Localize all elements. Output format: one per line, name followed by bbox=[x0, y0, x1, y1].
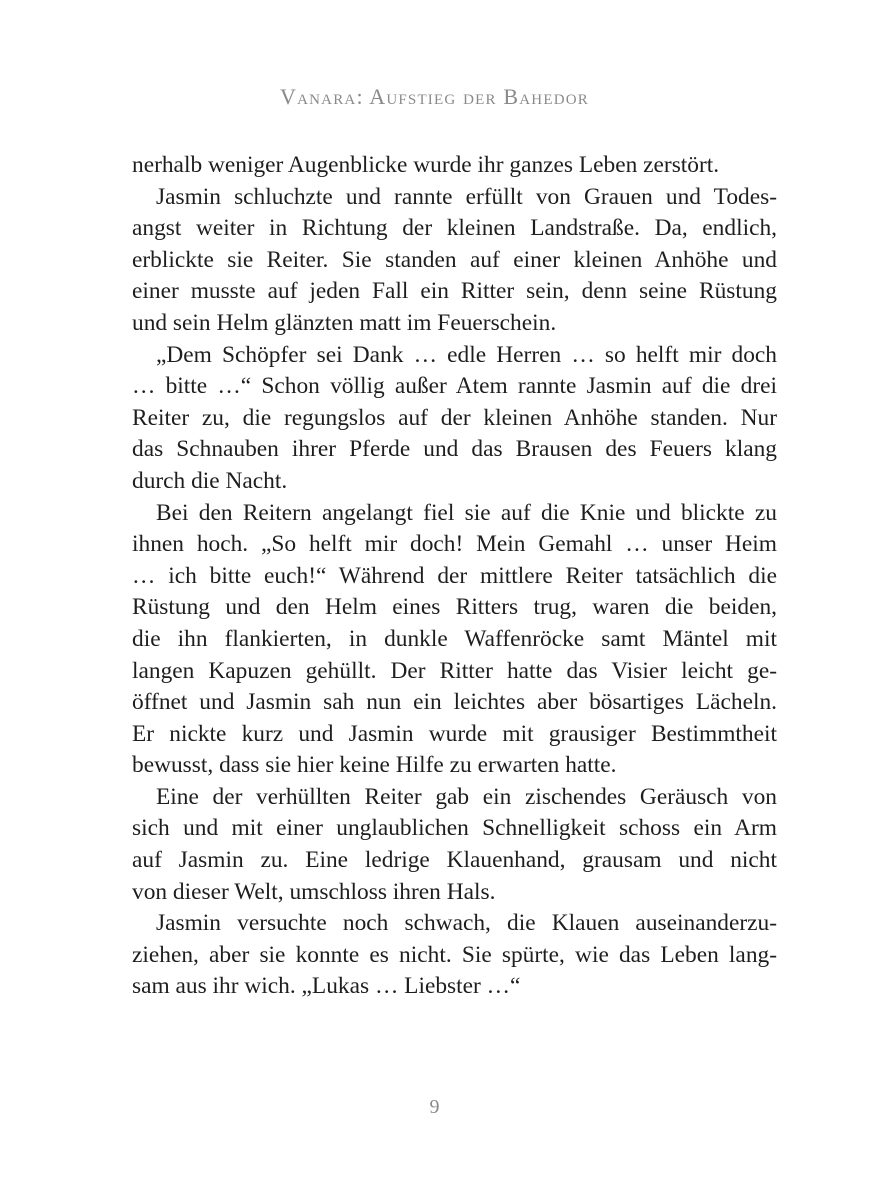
text-line: Bei den Reitern angelangt fiel sie auf die Knie und blickte zu bbox=[156, 499, 777, 526]
text-line: auf Jasmin zu. Eine ledrige Klauenhand, grausam und nicht bbox=[132, 847, 777, 874]
text-line: Jasmin versuchte noch schwach, die Klauen auseinanderzu- bbox=[156, 910, 777, 937]
paragraph bbox=[132, 182, 777, 340]
text-line: langen Kapuzen gehüllt. Der Ritter hatte das Visier leicht ge- bbox=[132, 657, 777, 684]
text-line: bewusst, dass sie hier keine Hilfe zu erwarten hatte. bbox=[132, 752, 617, 779]
text-line: … bitte …“ Schon völlig außer Atem rannte Jasmin auf die drei bbox=[132, 373, 777, 400]
text-line: durch die Nacht. bbox=[132, 467, 288, 494]
text-line: erblickte sie Reiter. Sie standen auf einer kleinen Anhöhe und bbox=[132, 246, 777, 273]
text-line: Rüstung und den Helm eines Ritters trug, waren die beiden, bbox=[132, 594, 777, 621]
paragraph bbox=[132, 340, 777, 498]
text-line: öffnet und Jasmin sah nun ein leichtes aber bösartiges Lächeln. bbox=[132, 689, 777, 716]
paragraph bbox=[132, 150, 777, 182]
body-text bbox=[132, 150, 777, 1003]
text-line: das Schnauben ihrer Pferde und das Brausen des Feuers klang bbox=[132, 436, 777, 463]
text-line: Jasmin schluchzte und rannte erfüllt von Grauen und Todes- bbox=[156, 183, 777, 210]
text-line: Reiter zu, die regungslos auf der kleinen Anhöhe standen. Nur bbox=[132, 404, 777, 431]
text-line: „Dem Schöpfer sei Dank … edle Herren … so helft mir doch bbox=[156, 341, 777, 368]
text-line: die ihn flankierten, in dunkle Waffenröcke samt Mäntel mit bbox=[132, 625, 777, 652]
text-line: sich und mit einer unglaublichen Schnelligkeit schoss ein Arm bbox=[132, 815, 777, 842]
text-line: einer musste auf jeden Fall ein Ritter sein, denn seine Rüstung bbox=[132, 278, 777, 305]
paragraph bbox=[132, 908, 777, 1003]
text-line: sam aus ihr wich. „Lukas … Liebster …“ bbox=[132, 973, 521, 1000]
paragraph bbox=[132, 782, 777, 908]
running-head-title: Vanara: Aufstieg der Bahedor bbox=[280, 84, 589, 109]
text-line: … ich bitte euch!“ Während der mittlere Reiter tatsächlich die bbox=[132, 562, 777, 589]
text-line: von dieser Welt, umschloss ihren Hals. bbox=[132, 878, 496, 905]
text-line: angst weiter in Richtung der kleinen Landstraße. Da, endlich, bbox=[132, 215, 777, 242]
text-line: Er nickte kurz und Jasmin wurde mit grausiger Bestimmtheit bbox=[132, 720, 777, 747]
page-number: 9 bbox=[429, 1096, 440, 1118]
paragraph bbox=[132, 498, 777, 782]
text-line: Eine der verhüllten Reiter gab ein zischendes Geräusch von bbox=[156, 783, 777, 810]
text-line: ihnen hoch. „So helft mir doch! Mein Gemahl … unser Heim bbox=[132, 531, 777, 558]
text-line: und sein Helm glänzten matt im Feuerschein. bbox=[132, 309, 557, 336]
text-line: ziehen, aber sie konnte es nicht. Sie spürte, wie das Leben lang- bbox=[132, 941, 777, 968]
text-line: nerhalb weniger Augenblicke wurde ihr ganzes Leben zerstört. bbox=[132, 152, 720, 178]
